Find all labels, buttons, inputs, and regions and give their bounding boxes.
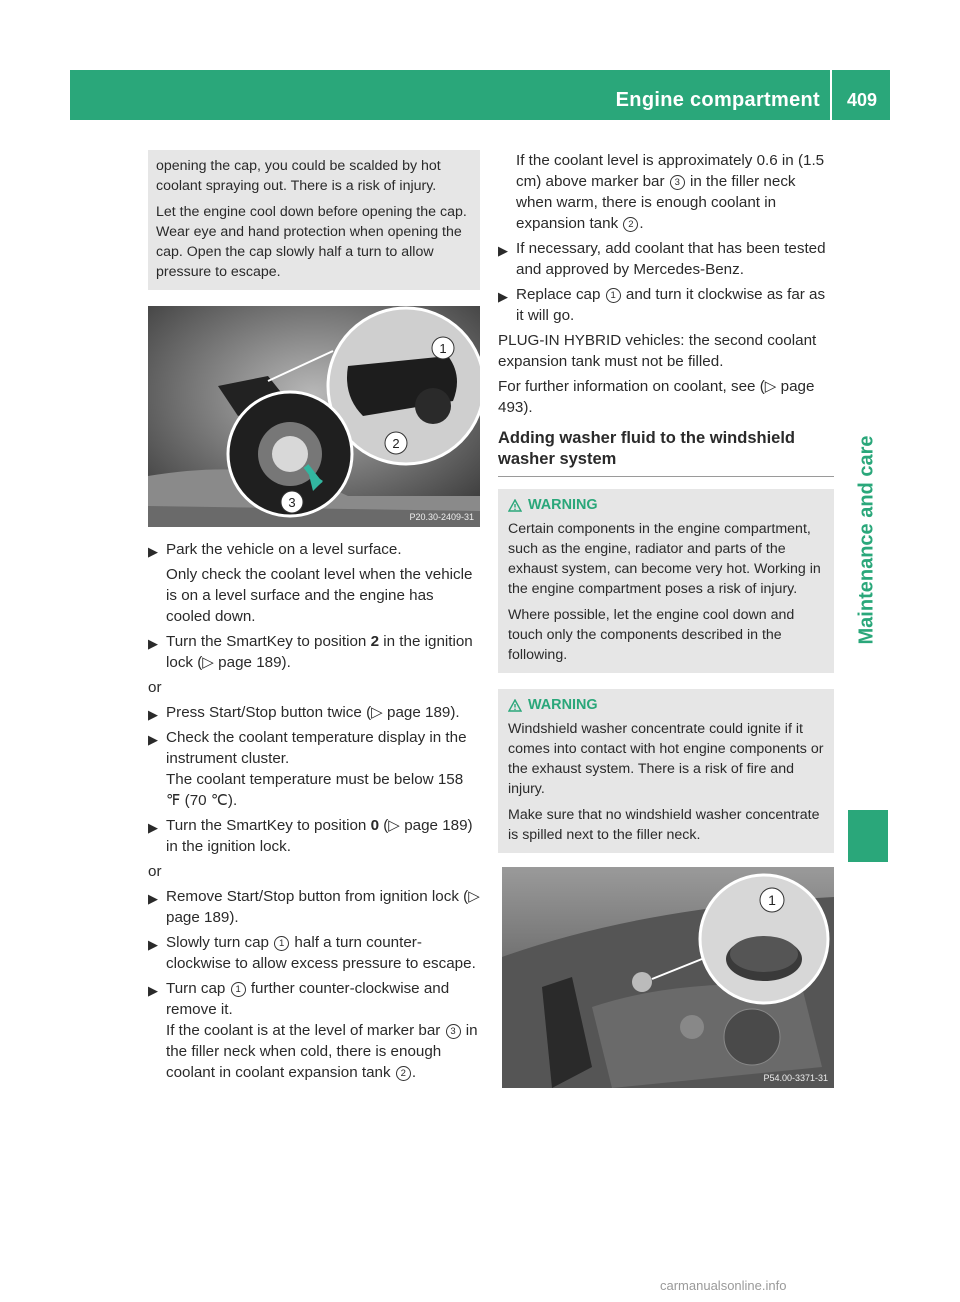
section-title: Engine compartment (615, 89, 820, 111)
further-info: For further information on coolant, see (▷ page 493). (498, 378, 815, 416)
side-tab-marker (848, 810, 888, 862)
warning-triangle-icon (508, 499, 522, 512)
section-heading: Adding washer fluid to the windshield washer system (498, 428, 834, 477)
footer-watermark: carmanualsonline.info (660, 1278, 787, 1293)
photo2-code: P54.00-3371-31 (763, 1073, 828, 1083)
photo-marker-3: 3 (288, 495, 296, 510)
left-column (148, 150, 480, 1087)
step-smartkey-2: ▶ Turn the SmartKey to position 2 in the ignition lock (▷ page 189). (148, 633, 473, 671)
caution-box (148, 150, 480, 290)
step-smartkey-0: ▶ Turn the SmartKey to position 0 (▷ page 189) in the ignition lock. (148, 817, 473, 855)
step-turn-cap: ▶ Slowly turn cap 1 half a turn counter-clockwise to allow excess pressure to escape. (148, 934, 476, 972)
warning-title-2: WARNING (508, 695, 826, 715)
continuation-text: If the coolant level is approximately 0.6 in (1.5 cm) above marker bar 3 in the filler neck when warm, there is enough coolant in expansion tank 2 . (516, 152, 825, 232)
warning-box-1: WARNING Certain components in the engine compartment, such as the engine, radiator and parts of the exhaust system, can become very hot. Working in the engine compartment poses a risk of injury. Where possible, let the engine cool down and touch only the components described in the following. (498, 489, 834, 673)
photo-code: P20.30-2409-31 (409, 512, 474, 522)
or-text: or (148, 679, 162, 696)
plugin-note: PLUG-IN HYBRID vehicles: the second coolant expansion tank must not be filled. (498, 332, 817, 370)
caution-text-1: opening the cap, you could be scalded by hot coolant spraying out. There is a risk of injury. (156, 158, 441, 194)
warning-triangle-icon (508, 699, 522, 712)
step-remove-button: ▶ Remove Start/Stop button from ignition lock (▷ page 189). (148, 888, 480, 926)
photo-marker-2: 2 (392, 436, 400, 451)
side-tab-label: Maintenance and care (855, 435, 878, 645)
washer-fluid-photo (502, 867, 834, 1088)
photo2-marker-1: 1 (768, 892, 776, 908)
step-check-temp: ▶ Check the coolant temperature display in the instrument cluster. The coolant temperature must be below 158 ℉ (70 ℃). (148, 729, 467, 809)
step-add-coolant: ▶ If necessary, add coolant that has been tested and approved by Mercedes-Benz. (498, 240, 826, 278)
step-park: ▶ Park the vehicle on a level surface. Only check the coolant level when the vehicle is on a level surface and the engine has cooled down. (148, 541, 473, 625)
step-remove-cap: ▶ Turn cap 1 further counter-clockwise and remove it. If the coolant is at the level of marker bar 3 in the filler neck when cold, there is enough coolant in coolant expansion tank 2 . (148, 980, 478, 1081)
header-bar (70, 70, 890, 120)
photo-marker-1: 1 (439, 341, 447, 356)
step-replace-cap: ▶ Replace cap 1 and turn it clockwise as far as it will go. (498, 286, 826, 324)
header-separator (830, 70, 832, 120)
step-start-stop: ▶ Press Start/Stop button twice (▷ page 189). (148, 704, 460, 722)
coolant-tank-photo (148, 306, 480, 527)
side-tab (844, 380, 890, 700)
caution-text-2: Let the engine cool down before opening the cap. Wear eye and hand protection when opening the cap. Open the cap slowly half a turn to allow pressure to escape. (156, 204, 467, 280)
warning-box-2: WARNING Windshield washer concentrate could ignite if it comes into contact with hot engine components or the exhaust system. There is a risk of fire and injury. Make sure that no windshield washer concentrate is spilled next to the filler neck. (498, 689, 834, 853)
or-text-2: or (148, 863, 162, 880)
warning-title-1: WARNING (508, 495, 826, 515)
right-column (498, 150, 834, 1088)
page-number: 409 (846, 90, 878, 110)
